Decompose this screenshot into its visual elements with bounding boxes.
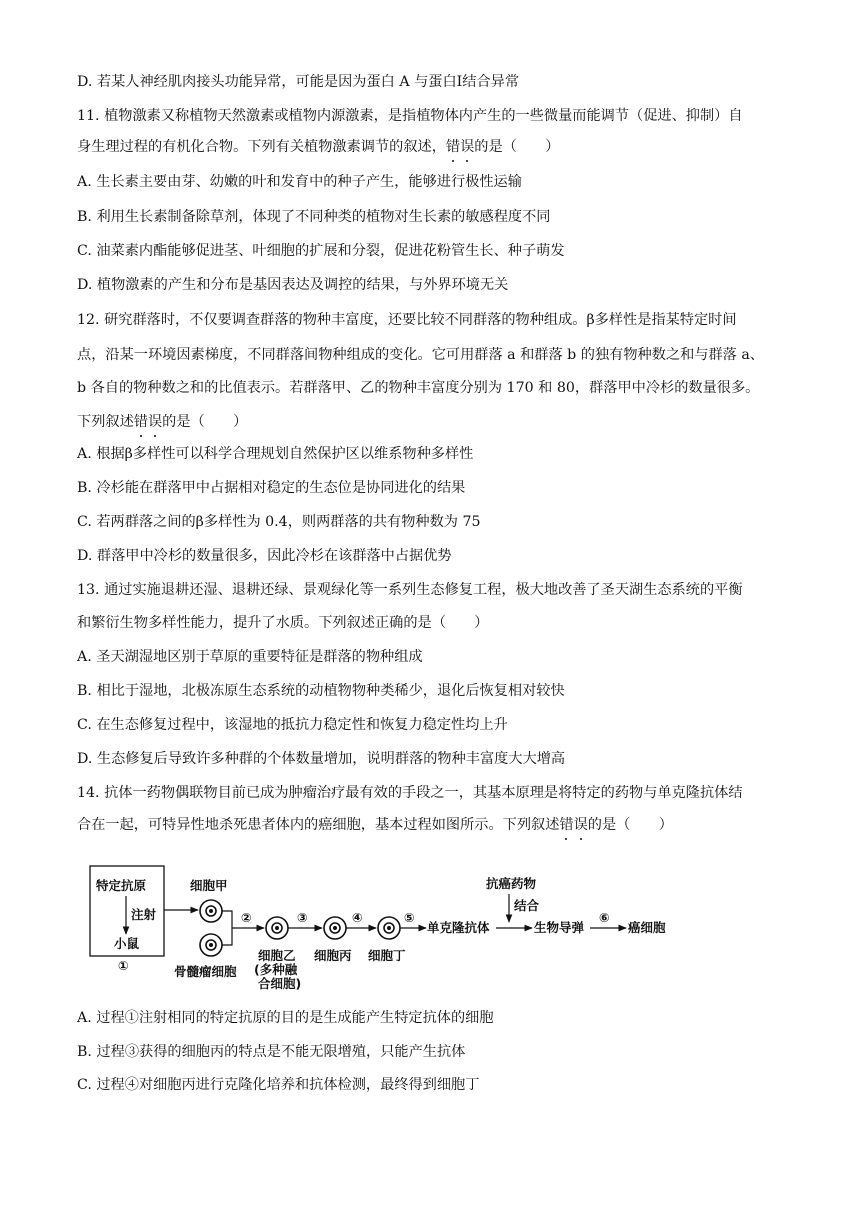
antibody-label: 单克隆抗体 — [427, 920, 490, 935]
mouse-label: 小鼠 — [114, 936, 140, 951]
step3-label: ③ — [297, 910, 308, 925]
text-line: C. 油菜素内酯能够促进茎、叶细胞的扩展和分裂，促进花粉管生长、种子萌发 — [77, 243, 565, 259]
cell-a-label: 细胞甲 — [190, 878, 228, 893]
text-line: D. 生态修复后导致许多种群的个体数量增加，说明群落的物种丰富度大大增高 — [77, 751, 566, 767]
cell-d-icon — [324, 917, 346, 939]
merge-bracket — [222, 911, 232, 945]
text-line: B. 冷杉能在群落甲中占据相对稳定的生态位是协同进化的结果 — [77, 480, 466, 496]
drug-label: 抗癌药物 — [486, 876, 537, 891]
text-line: b 各自的物种数之和的比值表示。若群落甲、乙的物种丰富度分别为 170 和 80，群落甲中冷杉的数量很多。 — [77, 380, 760, 396]
step4-label: ④ — [352, 910, 363, 925]
cell-a-icon — [200, 900, 222, 922]
text-line: 14. 抗体一药物偶联物目前已成为肿瘤治疗最有效的手段之一，其基本原理是将特定的药物与单克隆抗体结 — [77, 785, 743, 801]
cell-b-icon — [200, 934, 222, 956]
text-line: D. 植物激素的产生和分布是基因表达及调控的结果，与外界环境无关 — [77, 277, 509, 293]
text-line: 和繁衍生物多样性能力，提升了水质。下列叙述正确的是（ ） — [77, 615, 489, 631]
step1-label: ① — [118, 958, 129, 973]
text-line: D. 若某人神经肌肉接头功能异常，可能是因为蛋白 A 与蛋白Ⅰ结合异常 — [77, 74, 520, 90]
step2-label: ② — [241, 910, 252, 925]
text-line: C. 若两群落之间的β多样性为 0.4，则两群落的共有物种数为 75 — [77, 514, 481, 530]
cell-c-label: 细胞乙 — [258, 948, 296, 963]
option-line: C. 过程④对细胞丙进行克隆化培养和抗体检测，最终得到细胞丁 — [77, 1077, 480, 1093]
text-line: 下列叙述错误的是（ ） — [77, 414, 248, 430]
text-line: B. 相比于湿地，北极冻原生态系统的动植物物种类稀少，退化后恢复相对较快 — [77, 683, 565, 699]
step5-label: ⑤ — [404, 910, 415, 925]
text-line: A. 根据β多样性可以科学合理规划自然保护区以维系物种多样性 — [77, 446, 474, 462]
cancer-label: 癌细胞 — [628, 920, 666, 935]
missile-label: 生物导弹 — [534, 920, 585, 935]
option-line: A. 过程①注射相同的特定抗原的目的是生成能产生特定抗体的细胞 — [77, 1010, 494, 1026]
text-line: 身生理过程的有机化合物。下列有关植物激素调节的叙述，错误的是（ ） — [77, 139, 560, 155]
text-line: 12. 研究群落时，不仅要调查群落的物种丰富度，还要比较不同群落的物种组成。β多样性是指某特定时间 — [77, 312, 737, 328]
cell-d-label: 细胞丙 — [314, 948, 352, 963]
antigen-label: 特定抗原 — [96, 878, 147, 893]
cell-c-note1: (多种融 — [254, 962, 298, 977]
text-line: 点，沿某一环境因素梯度，不同群落间物种组成的变化。它可用群落 a 和群落 b 的独有物种数之和与群落 a、 — [77, 347, 764, 363]
text-line: C. 在生态修复过程中，该湿地的抵抗力稳定性和恢复力稳定性均上升 — [77, 717, 508, 733]
text-line: 11. 植物激素又称植物天然激素或植物内源激素，是指植物体内产生的一些微量而能调节（促进、抑制）自 — [77, 108, 743, 124]
cell-e-icon — [378, 917, 400, 939]
cell-c-note2: 合细胞) — [258, 976, 302, 991]
text-line: B. 利用生长素制备除草剂，体现了不同种类的植物对生长素的敏感程度不同 — [77, 209, 551, 225]
cell-c-icon — [266, 917, 288, 939]
monoclonal-antibody-diagram — [86, 852, 686, 994]
text-line: 13. 通过实施退耕还湿、退耕还绿、景观绿化等一系列生态修复工程，极大地改善了圣天湖生态系统的平衡 — [77, 582, 743, 598]
inject-label: 注射 — [131, 907, 157, 922]
cell-b-label: 骨髓瘤细胞 — [174, 964, 237, 979]
option-line: B. 过程③获得的细胞丙的特点是不能无限增殖，只能产生抗体 — [77, 1044, 466, 1060]
text-line: A. 圣天湖湿地区别于草原的重要特征是群落的物种组成 — [77, 649, 423, 665]
combine-label: 结合 — [514, 898, 540, 913]
step6-label: ⑥ — [599, 910, 610, 925]
text-line: 合在一起，可特异性地杀死患者体内的癌细胞，基本过程如图所示。下列叙述错误的是（ ） — [77, 817, 673, 833]
text-line: D. 群落甲中冷杉的数量很多，因此冷杉在该群落中占据优势 — [77, 548, 452, 564]
cell-e-label: 细胞丁 — [368, 948, 406, 963]
text-line: A. 生长素主要由芽、幼嫩的叶和发育中的种子产生，能够进行极性运输 — [77, 174, 522, 190]
